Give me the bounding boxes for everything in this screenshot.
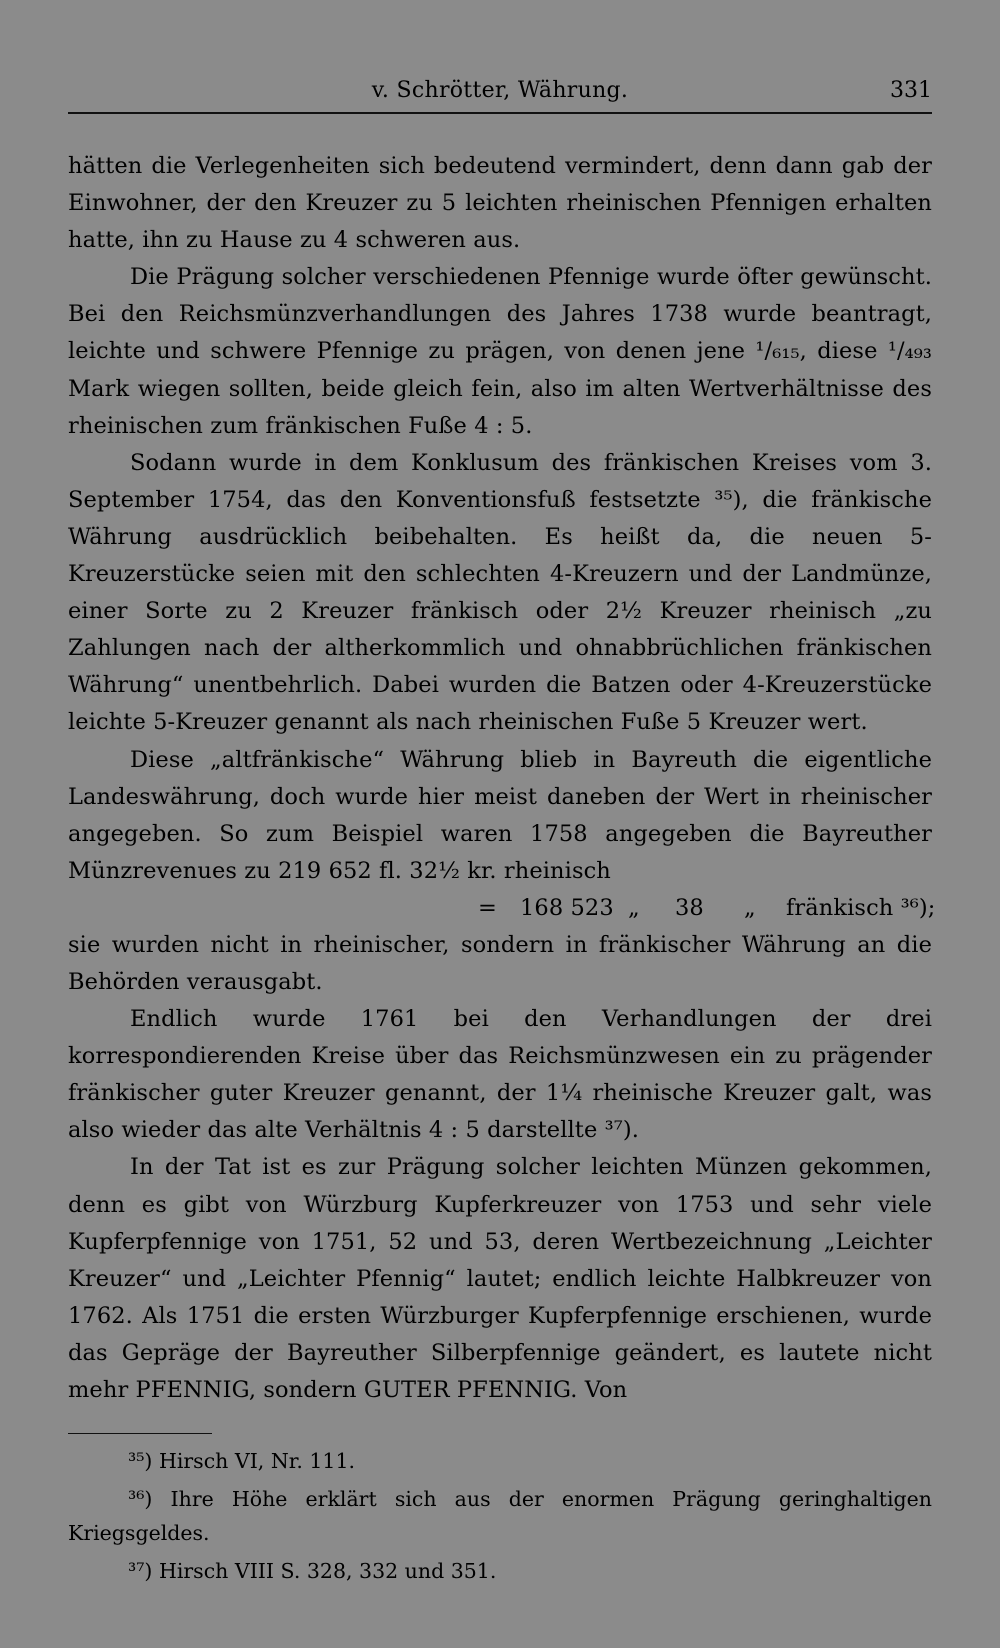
paragraph-3: Sodann wurde in dem Konklusum des fränkischen Kreises vom 3. September 1754, das den Konventionsfuß festsetzte ³⁵), die fränkische Währung ausdrücklich beibehalten. Es heißt da, die neuen 5-Kreuzerstücke seien mit den schlechten 4-Kreuzern und der Landmünze, einer Sorte zu 2 Kreuzer fränkisch oder 2½ Kreuzer rheinisch „zu Zahlungen nach der altherkommlich und ohnabbrüchlichen fränkischen Währung“ unentbehrlich. Dabei wurden die Batzen oder 4-Kreuzerstücke leichte 5-Kreuzer genannt als nach rheinischen Fuße 5 Kreuzer wert.	[68, 449, 932, 736]
paragraph-5: sie wurden nicht in rheinischer, sondern in fränkischer Währung an die Behörden verausgabt.	[68, 931, 932, 995]
page-number: 331	[890, 78, 932, 103]
revenue-kreuzer-fraenkisch: 38	[675, 894, 704, 921]
running-title: v. Schrötter, Währung.	[371, 78, 629, 103]
revenue-amount-fraenkisch: 168 523	[520, 894, 614, 921]
ditto-mark-fl: „	[628, 894, 640, 921]
footnotes	[68, 1444, 932, 1588]
paragraph-1: hätten die Verlegenheiten sich bedeutend vermindert, denn dann gab der Einwohner, der den Kreuzer zu 5 leichten rheinischen Pfennigen erhalten hatte, ihn zu Hause zu 4 schweren aus.	[68, 153, 932, 254]
revenue-unit-fraenkisch: fränkisch ³⁶);	[786, 894, 936, 921]
paragraph-2: Die Prägung solcher verschiedenen Pfennige wurde öfter gewünscht. Bei den Reichsmünzverhandlungen des Jahres 1738 wurde beantragt, leichte und schwere Pfennige zu prägen, von denen jene ¹/₆₁₅, diese ¹/₄₉₃ Mark wiegen sollten, beide gleich fein, also im alten Wertverhältnisse des rheinischen zum fränkischen Fuße 4 : 5.	[68, 264, 932, 439]
paragraph-7: In der Tat ist es zur Prägung solcher leichten Münzen gekommen, denn es gibt von Würzburg Kupferkreuzer von 1753 und sehr viele Kupferpfennige von 1751, 52 und 53, deren Wertbezeichnung „Leichter Kreuzer“ und „Leichter Pfennig“ lautet; endlich leichte Halbkreuzer von 1762. Als 1751 die ersten Würzburger Kupferpfennige erschienen, wurde das Gepräge der Bayreuther Silberpfennige geändert, es lautete nicht mehr PFENNIG, sondern GUTER PFENNIG. Von	[68, 1154, 932, 1403]
body-text	[68, 148, 936, 1409]
footnote-36: ³⁶) Ihre Höhe erklärt sich aus der enormen Prägung geringhaltigen Kriegsgeldes.	[68, 1487, 932, 1545]
revenue-conversion-line	[68, 890, 936, 927]
footnote-37: ³⁷) Hirsch VIII S. 328, 332 und 351.	[128, 1559, 497, 1583]
footnote-35: ³⁵) Hirsch VI, Nr. 111.	[128, 1449, 356, 1473]
paragraph-4: Diese „altfränkische“ Währung blieb in Bayreuth die eigentliche Landeswährung, doch wurde hier meist daneben der Wert in rheinischer angegeben. So zum Beispiel waren 1758 angegeben die Bayreuther Münzrevenues zu 219 652 fl. 32½ kr. rheinisch	[68, 746, 932, 884]
ditto-mark-kr: „	[744, 894, 756, 921]
paragraph-6: Endlich wurde 1761 bei den Verhandlungen der drei korrespondierenden Kreise über das Reichsmünzwesen ein zu prägender fränkischer guter Kreuzer genannt, der 1¼ rheinische Kreuzer galt, was also wieder das alte Verhältnis 4 : 5 darstellte ³⁷).	[68, 1006, 932, 1144]
footnote-divider	[68, 1433, 212, 1434]
equals-sign: =	[478, 894, 497, 921]
page-header	[68, 78, 932, 114]
